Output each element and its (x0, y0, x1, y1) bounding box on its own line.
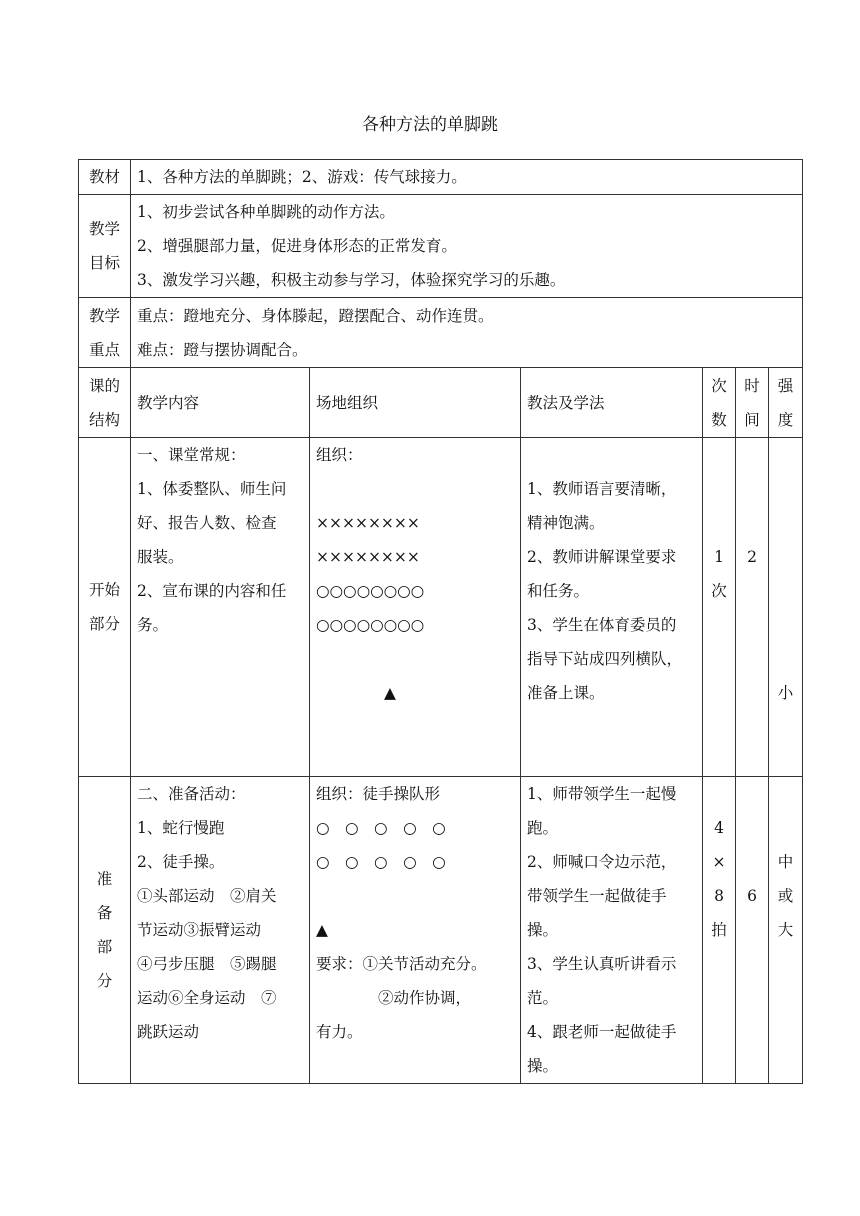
header-venue: 场地组织 (310, 368, 521, 438)
material-label: 教材 (79, 160, 131, 195)
header-duration: 时 间 (736, 368, 769, 438)
student-row-o: ○ ○ ○ ○ ○ (316, 853, 446, 871)
student-row-x: ×××××××× (316, 548, 420, 566)
student-row-x: ×××××××× (316, 514, 420, 532)
header-content: 教学内容 (131, 368, 310, 438)
start-intensity: 小 (769, 438, 803, 777)
student-row-o: ○ ○ ○ ○ ○ (316, 819, 446, 837)
student-row-o: ○○○○○○○○ (316, 582, 425, 600)
teacher-triangle-icon: ▲ (316, 921, 328, 939)
start-duration: 2 (736, 438, 769, 777)
start-section-row (79, 438, 803, 777)
start-times: 1 次 (703, 438, 736, 777)
header-times: 次 数 (703, 368, 736, 438)
warmup-section-row (79, 777, 803, 1084)
material-row (79, 160, 803, 195)
student-row-o: ○○○○○○○○ (316, 616, 425, 634)
page-title: 各种方法的单脚跳 (362, 115, 498, 135)
warmup-content: 二、准备活动： 1、蛇行慢跑 2、徒手操。 ①头部运动 ②肩关 节运动③振臂运动 ④弓步压腿 ⑤踢腿 运动⑥全身运动 ⑦ 跳跃运动 (131, 777, 310, 1084)
warmup-method: 1、师带领学生一起慢 跑。 2、师喊口令边示范， 带领学生一起做徒手 操。 3、学生认真听讲看示 范。 4、跟老师一起做徒手 操。 (521, 777, 703, 1084)
header-intensity: 强 度 (769, 368, 803, 438)
goal-item: 3、激发学习兴趣，积极主动参与学习，体验探究学习的乐趣。 (137, 271, 566, 289)
header-row (79, 368, 803, 438)
goal-item: 2、增强腿部力量，促进身体形态的正常发育。 (137, 237, 457, 255)
warmup-duration: 6 (736, 777, 769, 1084)
goals-row (79, 195, 803, 298)
header-method: 教法及学法 (521, 368, 703, 438)
warmup-intensity: 中 或 大 (769, 777, 803, 1084)
start-content: 一、课堂常规： 1、体委整队、师生问 好、报告人数、检查 服装。 2、宣布课的内容和任 务。 (131, 438, 310, 777)
header-structure: 课的 结构 (79, 368, 131, 438)
warmup-times: 4 × 8 拍 (703, 777, 736, 1084)
goal-item: 1、初步尝试各种单脚跳的动作方法。 (137, 203, 395, 221)
goals-list (131, 195, 803, 298)
focus-label: 教学 重点 (79, 298, 131, 368)
teacher-triangle-icon: ▲ (384, 684, 396, 702)
warmup-section-label: 准 备 部 分 (79, 777, 131, 1084)
focus-item: 重点：蹬地充分、身体滕起，蹬摆配合、动作连贯。 (137, 306, 494, 325)
warmup-venue-formation: 组织：徒手操队形 ○ ○ ○ ○ ○ ○ ○ ○ ○ ○ ▲ 要求：①关节活动充分。 ②动作协调， 有力。 (310, 777, 521, 1084)
start-method: 1、教师语言要清晰， 精神饱满。 2、教师讲解课堂要求 和任务。 3、学生在体育委员的 指导下站成四列横队， 准备上课。 (521, 438, 703, 777)
goals-label: 教学 目标 (79, 195, 131, 298)
start-venue-formation: 组织： ×××××××× ×××××××× ○○○○○○○○ ○○○○○○○○ ▲ (310, 438, 521, 777)
focus-list (131, 298, 803, 368)
material-text: 1、各种方法的单脚跳；2、游戏：传气球接力。 (131, 160, 803, 195)
focus-row (79, 298, 803, 368)
focus-item: 难点：蹬与摆协调配合。 (137, 340, 308, 359)
lesson-plan-table (78, 159, 803, 1084)
start-section-label: 开始 部分 (79, 438, 131, 777)
